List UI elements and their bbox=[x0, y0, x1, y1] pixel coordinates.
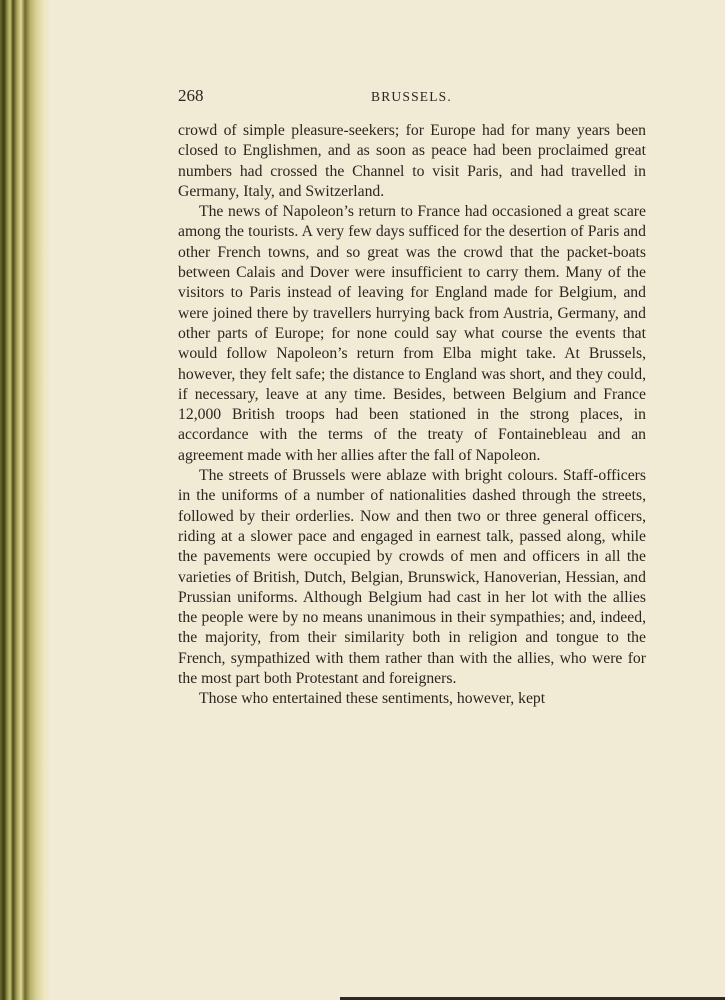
paragraph: crowd of simple pleasure-seekers; for Europe had for many years been closed to Englishmen, and as soon as peace had been proclaimed great numbers had crossed the Channel to visit Paris, and had travelled in Germany, Italy, and Switzerland. bbox=[178, 122, 646, 200]
paragraph: Those who entertained these sentiments, however, kept bbox=[199, 690, 546, 708]
paragraph: The streets of Brussels were ablaze with bright colours. Staff-officers in the uniforms of a number of nationalities dashed through the streets, followed by their orderlies. Now and then two or three general officers, riding at a slower pace and engaged in earnest talk, passed along, while the pavements were occupied by crowds of men and officers in all the varieties of British, Dutch, Belgian, Brunswick, Hanoverian, Hessian, and Prussian uniforms. Although Belgium had cast in her lot with the allies the people were by no means unanimous in their sympathies; and, indeed, the majority, from their similarity both in religion and tongue to the French, sympathized with them rather than with the allies, who were for the most part both Protestant and foreigners. bbox=[178, 467, 646, 688]
running-head: BRUSSELS. bbox=[371, 89, 452, 104]
page-number: 268 bbox=[178, 86, 204, 105]
paragraph: The news of Napoleon’s return to France had occasioned a great scare among the tourists. A very few days sufficed for the desertion of Paris and other French towns, and so great was the crowd that the packet-boats between Calais and Dover were insufficient to carry them. Many of the visitors to Paris instead of leaving for England made for Belgium, and were joined there by travellers hurrying back from Austria, Germany, and other parts of Europe; for none could say what course the events that would follow Napoleon’s return from Elba might take. At Brussels, however, they felt safe; the distance to England was short, and they could, if necessary, leave at any time. Besides, between Belgium and France 12,000 British troops had been stationed in the strong places, in accordance with the terms of the treaty of Fontainebleau and an agreement made with her allies after the fall of Napoleon. bbox=[178, 203, 646, 464]
body-text bbox=[178, 121, 646, 710]
book-binding-edge bbox=[0, 0, 50, 1000]
page-header bbox=[178, 86, 646, 108]
